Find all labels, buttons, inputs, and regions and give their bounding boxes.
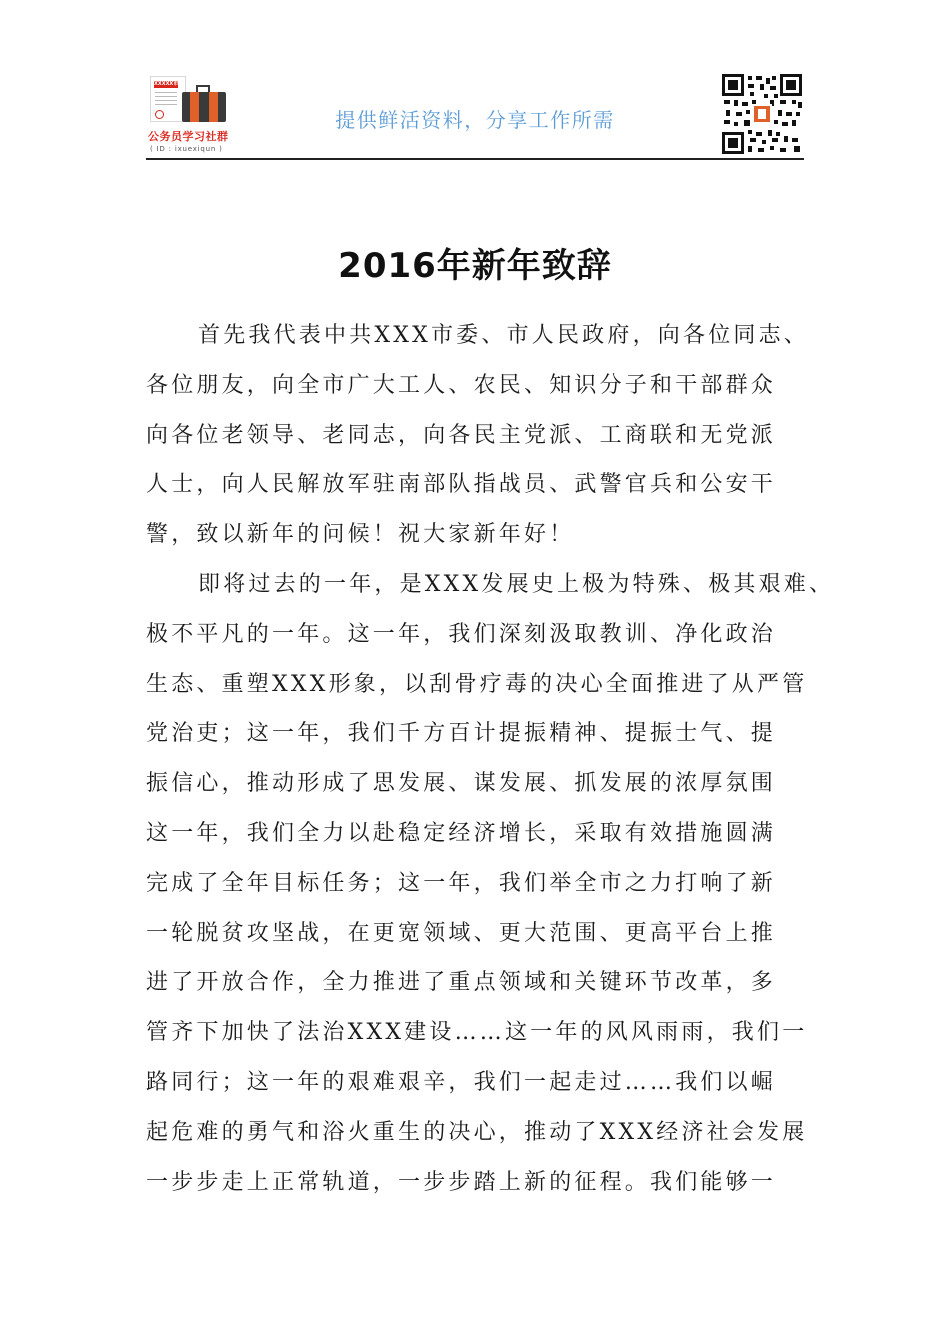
body-text-line: 向各位老领导、老同志，向各民主党派、工商联和无党派: [146, 422, 777, 448]
briefcase-document-icon: [146, 72, 232, 158]
document-icon: [150, 76, 186, 122]
briefcase-icon: [182, 92, 226, 122]
body-text-line: 各位朋友，向全市广大工人、农民、知识分子和干部群众: [146, 372, 777, 398]
header-divider: [146, 158, 804, 160]
header-slogan: 提供鲜活资料，分享工作所需: [335, 108, 615, 132]
body-text-line: 人士，向人民解放军驻南部队指战员、武警官兵和公安干: [146, 472, 777, 498]
body-text-line: 极不平凡的一年。这一年，我们深刻汲取教训、净化政治: [146, 621, 777, 647]
logo-id: ( ID : ixuexiqun ): [150, 145, 223, 153]
body-text-line: 即将过去的一年，是XXX发展史上极为特殊、极其艰难、: [198, 571, 835, 597]
body-text-line: 这一年，我们全力以赴稳定经济增长，采取有效措施圆满: [146, 820, 777, 846]
body-text-line: 完成了全年目标任务；这一年，我们举全市之力打响了新: [146, 870, 777, 896]
body-text-line: 振信心，推动形成了思发展、谋发展、抓发展的浓厚氛围: [146, 771, 777, 797]
logo-name: 公务员学习社群: [148, 130, 229, 143]
body-text-line: 生态、重塑XXX形象，以刮骨疗毒的决心全面推进了从严管: [146, 671, 808, 697]
body-text-line: 警，致以新年的问候！祝大家新年好！: [146, 522, 575, 548]
body-text-line: 管齐下加快了法治XXX建设……这一年的风风雨雨，我们一: [146, 1020, 808, 1046]
logo-badge-text: XXXXX市委: [154, 81, 184, 87]
body-text-line: 一轮脱贫攻坚战，在更宽领域、更大范围、更高平台上推: [146, 920, 777, 946]
body-text-line: 路同行；这一年的艰难艰辛，我们一起走过……我们以崛: [146, 1069, 777, 1095]
body-text-line: 起危难的勇气和浴火重生的决心，推动了XXX经济社会发展: [146, 1119, 808, 1145]
document-title: 2016年新年致辞: [338, 246, 612, 286]
body-text-line: 党治吏；这一年，我们千方百计提振精神、提振士气、提: [146, 721, 777, 747]
body-text-line: 一步步走上正常轨道，一步步踏上新的征程。我们能够一: [146, 1169, 777, 1195]
seal-icon: [155, 110, 164, 119]
document-body: [146, 318, 835, 1214]
body-text-line: 进了开放合作，全力推进了重点领域和关键环节改革，多: [146, 970, 777, 996]
body-text-line: 首先我代表中共XXX市委、市人民政府，向各位同志、: [198, 323, 809, 348]
qr-code-icon: [722, 74, 802, 154]
